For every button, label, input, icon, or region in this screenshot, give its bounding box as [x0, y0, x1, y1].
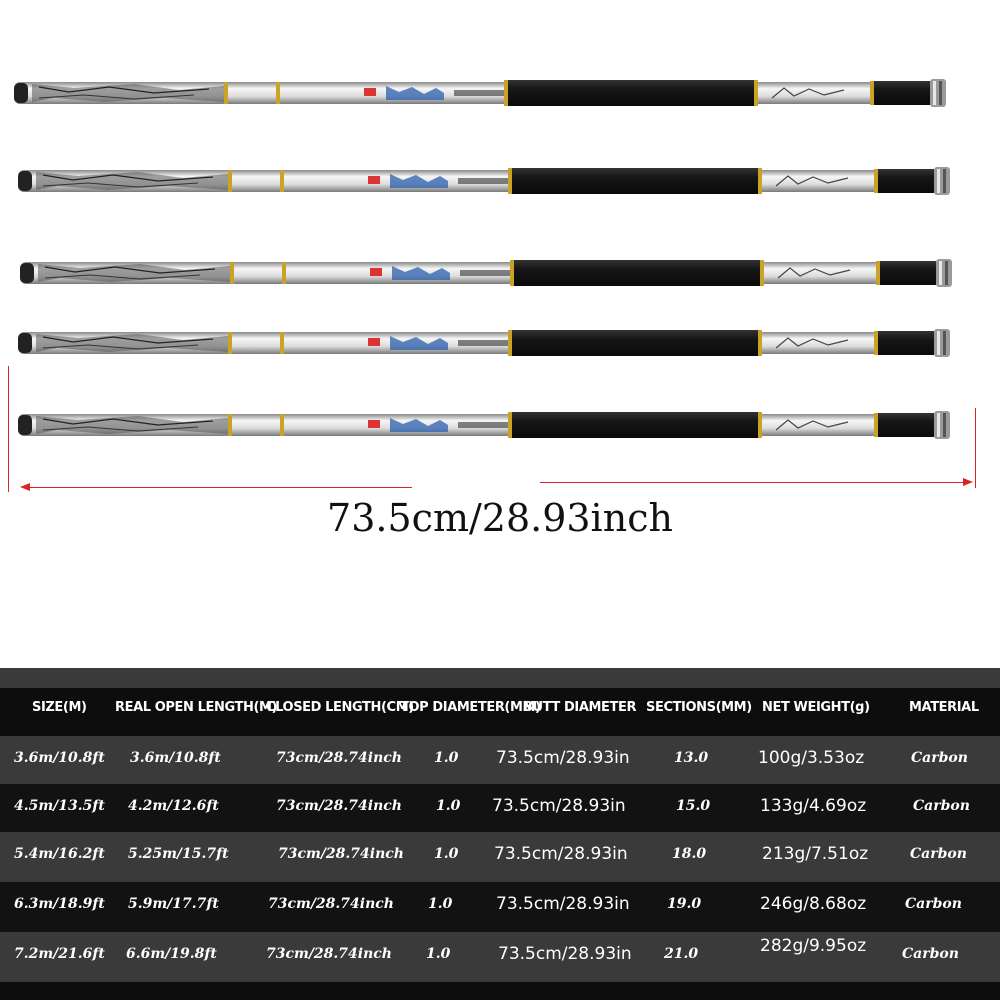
cell-material: Carbon	[913, 798, 970, 814]
cell-weight: 133g/4.69oz	[760, 796, 867, 816]
measure-right-tick	[975, 408, 976, 488]
table-row	[0, 882, 1000, 932]
cell-sections: 15.0	[676, 798, 711, 814]
fishing-rod	[18, 328, 960, 358]
cell-open: 6.6m/19.8ft	[126, 946, 217, 962]
cell-sections: 21.0	[664, 946, 699, 962]
header-net-weight: NET WEIGHT(g)	[762, 700, 870, 715]
cell-size: 6.3m/18.9ft	[14, 896, 105, 912]
spec-table	[0, 668, 1000, 1000]
fishing-rod	[18, 166, 960, 196]
cell-top: 1.0	[428, 896, 453, 912]
header-closed-length: CLOSED LENGTH(CM)	[266, 700, 414, 715]
fishing-rod	[20, 258, 962, 288]
cell-open: 5.25m/15.7ft	[128, 846, 229, 862]
cell-butt: 73.5cm/28.93in	[496, 894, 630, 914]
measure-right-arrow	[963, 478, 973, 486]
cell-butt: 73.5cm/28.93in	[498, 944, 632, 964]
cell-material: Carbon	[910, 846, 967, 862]
cell-closed: 73cm/28.74inch	[268, 896, 394, 912]
header-butt-diameter: BUTT DIAMETER	[523, 700, 637, 715]
cell-closed: 73cm/28.74inch	[278, 846, 404, 862]
cell-top: 1.0	[434, 846, 459, 862]
cell-sections: 13.0	[674, 750, 709, 766]
cell-weight: 282g/9.95oz	[760, 936, 867, 956]
cell-top: 1.0	[434, 750, 459, 766]
table-row	[0, 736, 1000, 786]
cell-material: Carbon	[902, 946, 959, 962]
cell-size: 7.2m/21.6ft	[14, 946, 105, 962]
header-sections: SECTIONS(MM)	[646, 700, 752, 715]
table-row	[0, 784, 1000, 834]
cell-top: 1.0	[436, 798, 461, 814]
header-top-diameter: TOP DIAMETER(MM)	[400, 700, 541, 715]
cell-closed: 73cm/28.74inch	[276, 798, 402, 814]
cell-weight: 246g/8.68oz	[760, 894, 867, 914]
cell-material: Carbon	[911, 750, 968, 766]
cell-butt: 73.5cm/28.93in	[496, 748, 630, 768]
cell-sections: 19.0	[667, 896, 702, 912]
cell-open: 4.2m/12.6ft	[128, 798, 219, 814]
dimension-label: 73.5cm/28.93inch	[327, 496, 673, 540]
measure-left-tick	[8, 366, 9, 492]
header-material: MATERIAL	[909, 700, 979, 715]
cell-butt: 73.5cm/28.93in	[494, 844, 628, 864]
fishing-rod	[18, 410, 960, 440]
cell-closed: 73cm/28.74inch	[276, 750, 402, 766]
cell-size: 4.5m/13.5ft	[14, 798, 105, 814]
measure-line-left	[28, 487, 412, 488]
cell-top: 1.0	[426, 946, 451, 962]
cell-weight: 100g/3.53oz	[758, 748, 865, 768]
cell-sections: 18.0	[672, 846, 707, 862]
cell-butt: 73.5cm/28.93in	[492, 796, 626, 816]
table-row	[0, 932, 1000, 982]
cell-material: Carbon	[905, 896, 962, 912]
header-size: SIZE(M)	[32, 700, 87, 715]
cell-weight: 213g/7.51oz	[762, 844, 869, 864]
cell-open: 3.6m/10.8ft	[130, 750, 221, 766]
cell-size: 3.6m/10.8ft	[14, 750, 105, 766]
table-top-band	[0, 668, 1000, 688]
table-row	[0, 832, 1000, 882]
fishing-rod	[14, 78, 956, 108]
cell-size: 5.4m/16.2ft	[14, 846, 105, 862]
measure-line-right	[540, 482, 964, 483]
cell-closed: 73cm/28.74inch	[266, 946, 392, 962]
cell-open: 5.9m/17.7ft	[128, 896, 219, 912]
header-open-length: REAL OPEN LENGTH(M)	[115, 700, 278, 715]
